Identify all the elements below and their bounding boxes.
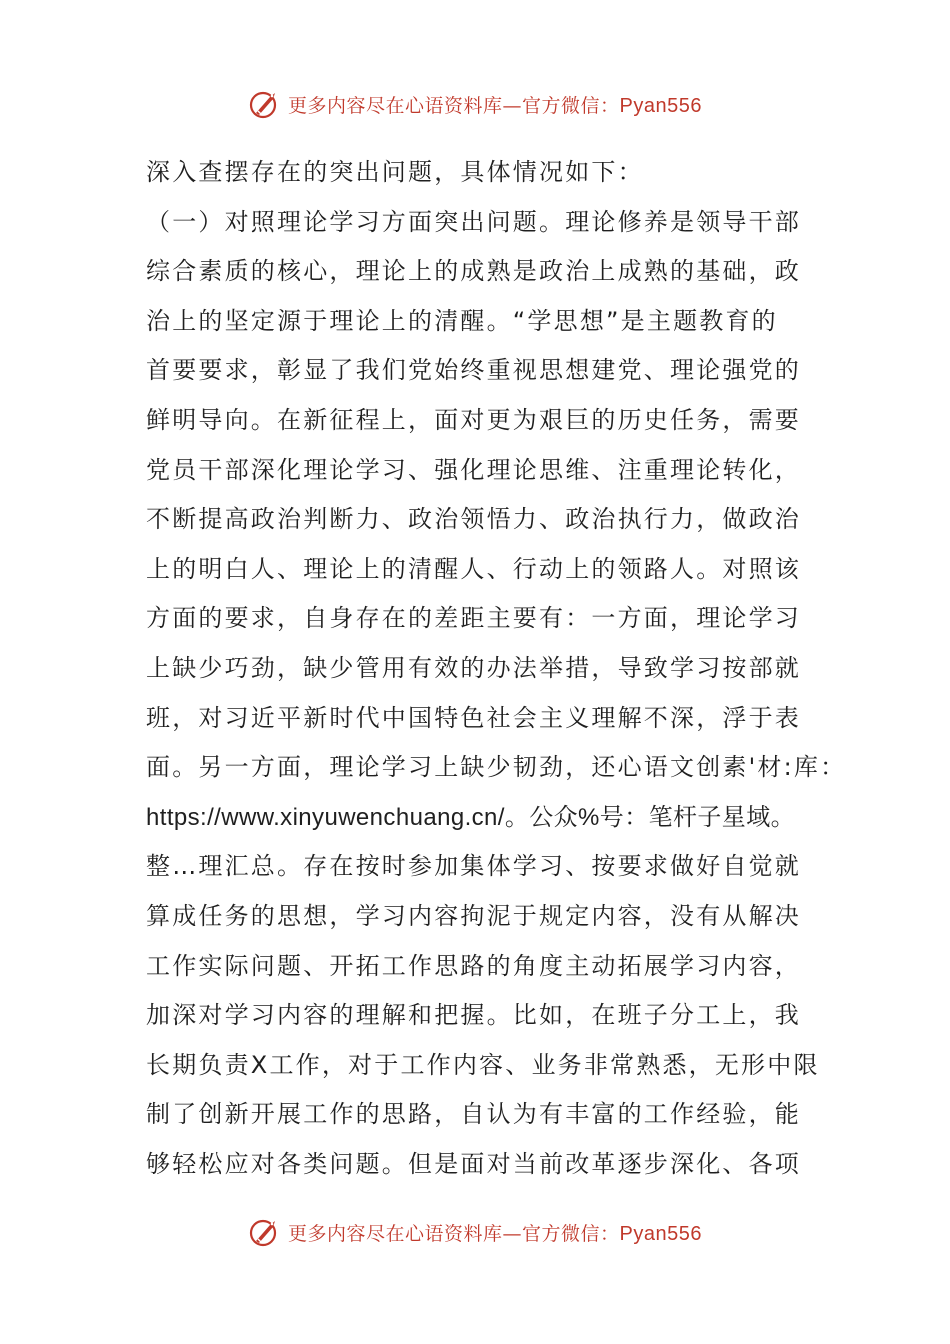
text-line: 深入查摆存在的突出问题，具体情况如下：: [146, 158, 644, 186]
pen-nib-logo-icon: [248, 87, 282, 121]
pen-nib-logo-icon: [248, 1215, 282, 1249]
footer-watermark-banner: [0, 1212, 950, 1252]
text-line: 长期负责X工作，对于工作内容、业务非常熟悉，无形中限: [146, 1050, 820, 1079]
header-watermark-banner: [0, 84, 950, 124]
text-line: 上缺少巧劲，缺少管用有效的办法举措，导致学习按部就: [146, 653, 801, 682]
wechat-handle: Pyan556: [619, 1222, 702, 1245]
text-line: （一）对照理论学习方面突出问题。理论修养是领导干部: [146, 207, 801, 236]
text-line: 治上的坚定源于理论上的清醒。“学思想”是主题教育的: [146, 306, 778, 335]
watermark-text: [288, 1219, 702, 1246]
text-line: 整…理汇总。存在按时参加集体学习、按要求做好自觉就: [146, 852, 801, 881]
watermark-text: [288, 91, 702, 118]
text-line: 方面的要求，自身存在的差距主要有：一方面，理论学习: [146, 604, 801, 633]
text-line: 首要要求，彰显了我们党始终重视思想建党、理论强党的: [146, 356, 801, 385]
text-line: 工作实际问题、开拓工作思路的角度主动拓展学习内容，: [146, 951, 801, 980]
document-body: [146, 148, 847, 1189]
text-line-url: https://www.xinyuwenchuang.cn/。公众%号：笔杆子星域。: [146, 803, 795, 831]
wechat-handle: Pyan556: [619, 94, 702, 117]
text-line: 党员干部深化理论学习、强化理论思维、注重理论转化，: [146, 455, 801, 484]
text-line: 不断提高政治判断力、政治领悟力、政治执行力，做政治: [146, 505, 801, 534]
watermark-label: 更多内容尽在心语资料库—官方微信：: [288, 94, 620, 117]
text-line: 鲜明导向。在新征程上，面对更为艰巨的历史任务，需要: [146, 405, 801, 434]
text-line: 制了创新开展工作的思路，自认为有丰富的工作经验，能: [146, 1100, 801, 1129]
watermark-label: 更多内容尽在心语资料库—官方微信：: [288, 1222, 620, 1245]
text-line: 加深对学习内容的理解和把握。比如，在班子分工上，我: [146, 1001, 801, 1030]
text-line: 够轻松应对各类问题。但是面对当前改革逐步深化、各项: [146, 1149, 801, 1178]
text-line: 上的明白人、理论上的清醒人、行动上的领路人。对照该: [146, 554, 801, 583]
text-line: 算成任务的思想，学习内容拘泥于规定内容，没有从解决: [146, 901, 801, 930]
text-line: 面。另一方面，理论学习上缺少韧劲，还心语文创素'材:库：: [146, 753, 847, 782]
text-line: 班，对习近平新时代中国特色社会主义理解不深，浮于表: [146, 703, 801, 732]
text-line: 综合素质的核心，理论上的成熟是政治上成熟的基础，政: [146, 257, 801, 286]
